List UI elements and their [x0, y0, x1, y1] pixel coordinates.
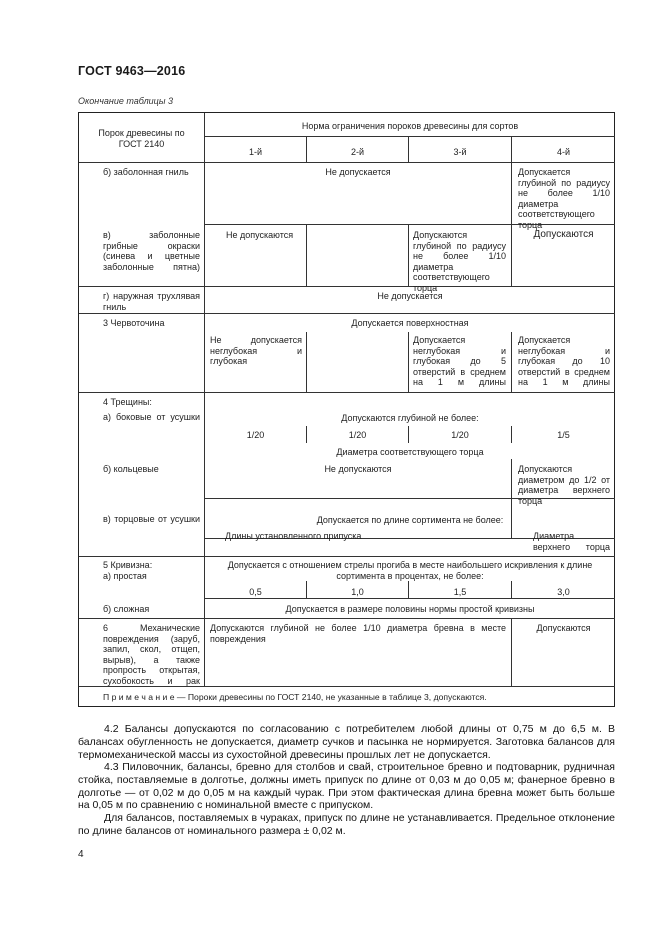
grade-header-3: 3-й — [453, 147, 467, 157]
complex-curvature-all-grades: Допускается в размере половины нормы простой кривизны — [285, 604, 535, 614]
column-header-norm: Норма ограничения пороков древесины для сортов — [301, 121, 519, 131]
end-cracks-grades-1-3: Длины установленного припуска — [225, 531, 362, 541]
end-cracks-grade-4: Диаметра верхнего торца — [533, 531, 610, 552]
simple-curvature-grade-4: 3,0 — [557, 587, 570, 597]
row-label-curvature: 5 Кривизна: — [103, 560, 153, 570]
wormhole-grade-1: Не допускается неглубокая и глубокая — [210, 335, 302, 366]
fungal-stain-grade-3: Допускаются глубиной по радиусу не более 1/10 диаметра соответствующего торца — [413, 230, 506, 293]
wormhole-grade-4: Допускается неглубокая и глубокая до 10 отверстий в среднем на 1 м длины — [518, 335, 610, 387]
page-number: 4 — [78, 849, 84, 860]
table-caption: Окончание таблицы 3 — [78, 96, 173, 106]
simple-curvature-grade-1: 0,5 — [249, 587, 262, 597]
side-cracks-footer: Диаметра соответствующего торца — [336, 447, 484, 457]
row-label-ring-cracks: б) кольцевые — [103, 464, 159, 474]
row-label-fungal-stain: в) заболонные грибные окраски (синева и цветные заболонные пятна) — [103, 230, 200, 272]
wormhole-grade-3: Допускается неглубокая и глубокая до 5 отверстий в среднем на 1 м длины — [413, 335, 506, 387]
ring-cracks-grades-1-3: Не допускаются — [324, 464, 392, 474]
sapwood-rot-grade-4: Допускается глубиной по радиусу не более 1/10 диаметра соответствующего торца — [518, 167, 610, 230]
simple-curvature-grade-3: 1,5 — [453, 587, 467, 597]
mechanical-damage-grades-1-3: Допускаются глубиной не более 1/10 диаметра бревна в месте повреждения — [210, 623, 506, 644]
row-label-outer-rot: г) наружная трухлявая гниль — [103, 291, 200, 312]
mechanical-damage-grade-4: Допускаются — [536, 623, 591, 633]
side-cracks-grade-3: 1/20 — [451, 430, 469, 440]
row-label-mechanical-damage: 6 Механические повреждения (заруб, запил, скол, отщеп, вырыв), а также пропрость открытая, сухобокость и рак — [103, 623, 200, 686]
grade-header-2: 2-й — [350, 147, 365, 157]
row-label-side-cracks: а) боковые от усушки — [103, 412, 200, 422]
row-label-sapwood-rot: б) заболонная гниль — [103, 167, 189, 177]
row-label-wormhole: 3 Червоточина — [103, 318, 165, 328]
row-label-cracks: 4 Трещины: — [103, 397, 152, 407]
wormhole-header: Допускается поверхностная — [351, 318, 469, 328]
sapwood-rot-grades-1-3: Не допускается — [325, 167, 391, 177]
ring-cracks-grade-4: Допускаются диаметром до 1/2 от диаметра верхнего торца — [518, 464, 610, 506]
column-header-defect: Порок древесины по ГОСТ 2140 — [98, 128, 185, 149]
end-cracks-header: Допускается по длине сортимента не более: — [316, 515, 504, 525]
grade-header-1: 1-й — [248, 147, 263, 157]
side-cracks-grade-1: 1/20 — [246, 430, 265, 440]
simple-curvature-header: Допускается с отношением стрелы прогиба в месте наибольшего искривления к длине сортимента в процентах, не более: — [227, 560, 593, 581]
simple-curvature-grade-2: 1,0 — [351, 587, 364, 597]
document-title: ГОСТ 9463—2016 — [78, 64, 186, 78]
paragraph-4-2: 4.2 Балансы допускаются по согласованию с потребителем любой длины от 0,75 м до 6,5 м. В балансах обугленность не допускается, диаметр сучков и пасынка не нормируется. Заготовка балансов для термомеханической массы из сухостойной древесины прошлых лет не допускается. — [78, 723, 615, 761]
side-cracks-grade-2: 1/20 — [348, 430, 367, 440]
outer-rot-all-grades: Не допускается — [377, 291, 443, 301]
row-label-complex-curvature: б) сложная — [103, 604, 150, 614]
fungal-stain-grade-4: Допускаются — [533, 229, 594, 240]
table-note: П р и м е ч а н и е — Пороки древесины по ГОСТ 2140, не указанные в таблице 3, допускаются. — [103, 692, 487, 702]
row-label-end-cracks: в) торцовые от усушки — [103, 514, 200, 524]
defects-table — [78, 112, 615, 707]
paragraph-balance-allowance: Для балансов, поставляемых в чураках, припуск по длине не устанавливается. Предельное отклонение по длине балансов от номинального размера ± 0,02 м. — [78, 812, 615, 837]
fungal-stain-grades-1-2: Не допускаются — [226, 230, 294, 240]
side-cracks-grade-4: 1/5 — [557, 430, 570, 440]
grade-header-4: 4-й — [556, 147, 571, 157]
row-label-simple-curvature: а) простая — [103, 571, 147, 581]
paragraph-4-3: 4.3 Пиловочник, балансы, бревно для столбов и свай, строительное бревно и подтоварник, рудничная стойка, поставляемые в долготье, должны иметь припуск по длине от 0,03 м до 0,05 м; фанерное бревно в долготье — от 0,02 м до 0,05 м на каждый чурак. При этом фактическая длина бревна может быть больше на 0,05 м по сравнению с номинальной вместе с припуском. — [78, 761, 615, 812]
side-cracks-header: Допускаются глубиной не более: — [341, 413, 479, 423]
